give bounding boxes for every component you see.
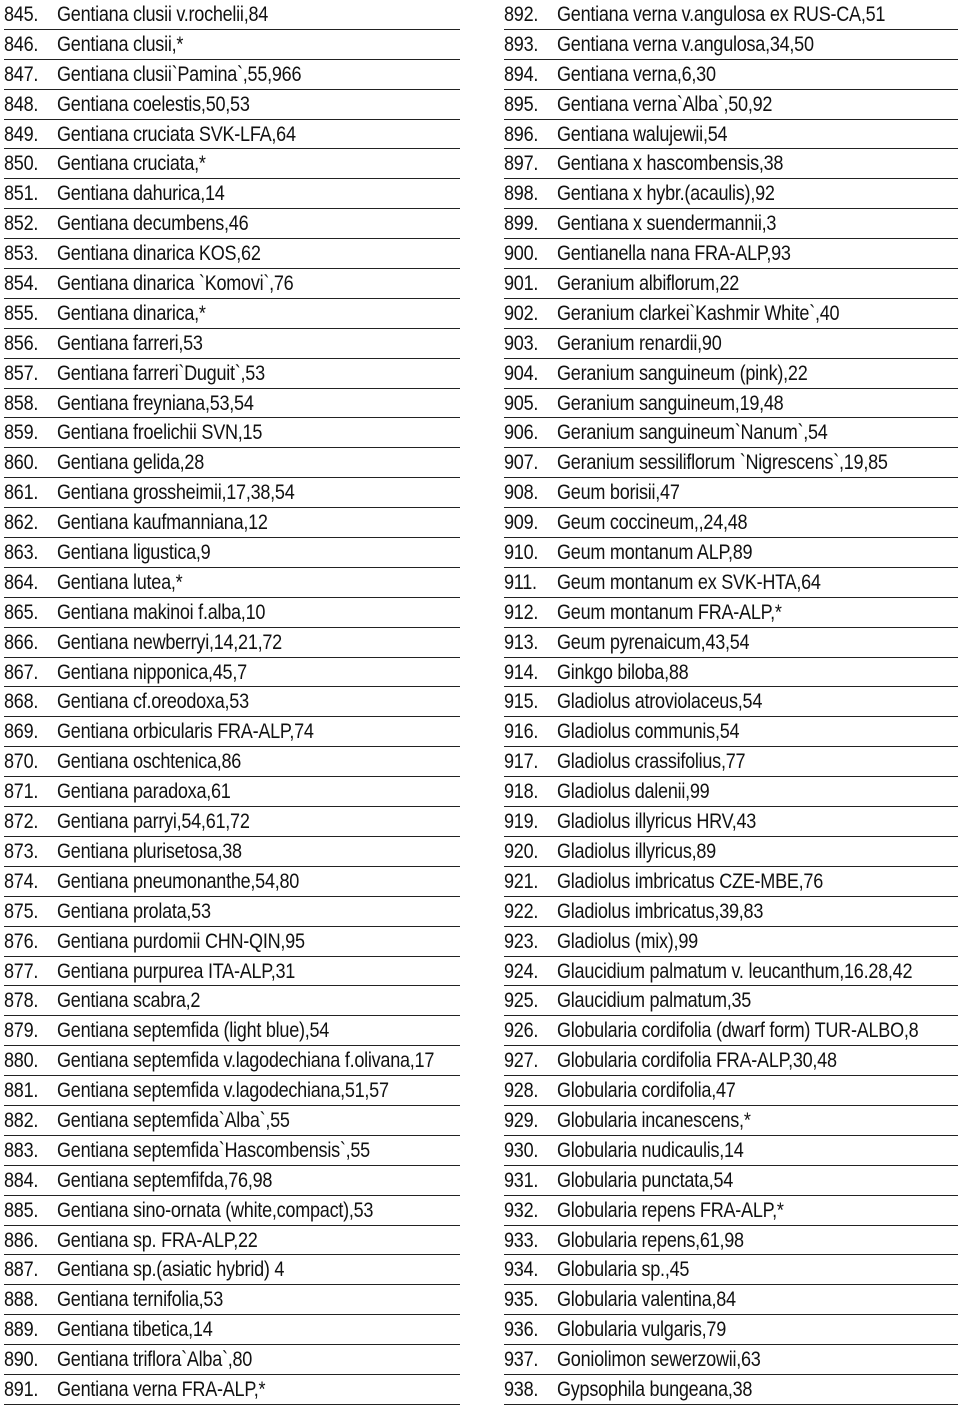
item-number: 884. (4, 1168, 39, 1192)
list-item (4, 0, 460, 30)
item-number: 903. (504, 331, 539, 355)
item-number: 862. (4, 511, 39, 535)
item-number: 853. (4, 242, 39, 266)
item-name: Ginkgo biloba,88 (557, 660, 689, 684)
item-number: 869. (4, 720, 39, 744)
item-number: 880. (4, 1049, 39, 1073)
item-number: 918. (504, 780, 539, 804)
item-name: Gentiana farreri,53 (57, 331, 203, 355)
item-number: 849. (4, 122, 39, 146)
item-number: 900. (504, 242, 539, 266)
item-name: Gentiana sino-ornata (white,compact),53 (57, 1198, 374, 1222)
list-item (504, 1255, 958, 1285)
list-item (504, 957, 958, 987)
list-item (504, 1375, 958, 1405)
list-item (4, 598, 460, 628)
item-number: 915. (504, 690, 539, 714)
item-name: Gentiana x suendermannii,3 (557, 212, 777, 236)
item-number: 886. (4, 1228, 39, 1252)
list-item (504, 239, 958, 269)
item-number: 922. (504, 899, 539, 923)
item-number: 935. (504, 1288, 539, 1312)
item-number: 864. (4, 570, 39, 594)
item-number: 877. (4, 959, 39, 983)
list-item (504, 329, 958, 359)
item-name: Geum montanum ex SVK-HTA,64 (557, 570, 821, 594)
item-name: Gentiana froelichii SVN,15 (57, 421, 263, 445)
item-name: Geum borisii,47 (557, 481, 680, 505)
item-name: Gentiana farreri`Duguit`,53 (57, 361, 265, 385)
item-name: Geranium sanguineum`Nanum`,54 (557, 421, 828, 445)
item-number: 882. (4, 1108, 39, 1132)
item-number: 899. (504, 212, 539, 236)
list-item (4, 90, 460, 120)
list-item (4, 30, 460, 60)
item-name: Gentiana ternifolia,53 (57, 1288, 224, 1312)
list-item (4, 299, 460, 329)
list-item (504, 1285, 958, 1315)
item-name: Gentiana dinarica `Komovi`,76 (57, 272, 294, 296)
list-item (504, 90, 958, 120)
item-name: Gentiana dinarica KOS,62 (57, 242, 261, 266)
item-number: 859. (4, 421, 39, 445)
item-number: 908. (504, 481, 539, 505)
item-name: Globularia punctata,54 (557, 1168, 734, 1192)
list-item (4, 1076, 460, 1106)
item-name: Gentiana verna v.angulosa ex RUS-CA,51 (557, 3, 886, 26)
item-name: Gentianella nana FRA-ALP,93 (557, 242, 791, 266)
item-number: 932. (504, 1198, 539, 1222)
list-item (504, 30, 958, 60)
list-item (4, 389, 460, 419)
list-item (4, 777, 460, 807)
list-item (504, 837, 958, 867)
item-number: 866. (4, 630, 39, 654)
item-name: Gentiana kaufmanniana,12 (57, 511, 268, 535)
item-name: Globularia cordifolia FRA-ALP,30,48 (557, 1049, 837, 1073)
list-item (504, 897, 958, 927)
item-name: Gladiolus crassifolius,77 (557, 750, 746, 774)
list-item (4, 359, 460, 389)
item-name: Globularia sp.,45 (557, 1258, 690, 1282)
list-item (504, 658, 958, 688)
item-name: Geum pyrenaicum,43,54 (557, 630, 750, 654)
list-item (4, 1345, 460, 1375)
list-item (504, 120, 958, 150)
list-item (504, 568, 958, 598)
item-name: Gentiana septemfida v.lagodechiana,51,57 (57, 1079, 389, 1103)
list-item (504, 986, 958, 1016)
item-number: 860. (4, 451, 39, 475)
item-name: Globularia cordifolia (dwarf form) TUR-ALBO,8 (557, 1019, 919, 1043)
item-name: Gentiana scabra,2 (57, 989, 201, 1013)
item-name: Gentiana verna v.angulosa,34,50 (557, 32, 814, 56)
item-number: 906. (504, 421, 539, 445)
list-item (4, 658, 460, 688)
item-number: 934. (504, 1258, 539, 1282)
item-name: Gentiana sp. FRA-ALP,22 (57, 1228, 258, 1252)
item-number: 868. (4, 690, 39, 714)
item-name: Gentiana verna`Alba`,50,92 (557, 92, 773, 116)
item-name: Geranium sanguineum (pink),22 (557, 361, 808, 385)
item-name: Gladiolus communis,54 (557, 720, 740, 744)
item-name: Gentiana septemfida v.lagodechiana f.olivana,17 (57, 1049, 435, 1073)
item-number: 848. (4, 92, 39, 116)
item-name: Globularia incanescens,* (557, 1108, 751, 1132)
item-name: Gentiana clusii v.rochelii,84 (57, 3, 269, 26)
list-item (4, 867, 460, 897)
list-item (4, 179, 460, 209)
item-number: 917. (504, 750, 539, 774)
item-number: 924. (504, 959, 539, 983)
list-item (4, 329, 460, 359)
item-number: 921. (504, 869, 539, 893)
list-item (4, 508, 460, 538)
item-name: Gentiana tibetica,14 (57, 1318, 213, 1342)
item-number: 894. (504, 62, 539, 86)
item-name: Gentiana newberryi,14,21,72 (57, 630, 282, 654)
item-number: 878. (4, 989, 39, 1013)
item-number: 912. (504, 600, 539, 624)
item-number: 867. (4, 660, 39, 684)
item-name: Gentiana lutea,* (57, 570, 183, 594)
item-number: 861. (4, 481, 39, 505)
item-number: 875. (4, 899, 39, 923)
list-item (4, 1016, 460, 1046)
item-name: Goniolimon sewerzowii,63 (557, 1348, 761, 1372)
list-item (504, 927, 958, 957)
item-number: 846. (4, 32, 39, 56)
item-name: Gentiana clusii,* (57, 32, 184, 56)
item-number: 881. (4, 1079, 39, 1103)
item-name: Gentiana cf.oreodoxa,53 (57, 690, 249, 714)
item-number: 907. (504, 451, 539, 475)
list-item (504, 1315, 958, 1345)
list-item (504, 209, 958, 239)
item-number: 916. (504, 720, 539, 744)
item-number: 914. (504, 660, 539, 684)
list-item (504, 1196, 958, 1226)
item-name: Gentiana cruciata SVK-LFA,64 (57, 122, 296, 146)
list-item (4, 448, 460, 478)
item-number: 855. (4, 301, 39, 325)
item-number: 889. (4, 1318, 39, 1342)
list-item (4, 957, 460, 987)
item-name: Glaucidium palmatum v. leucanthum,16.28,42 (557, 959, 913, 983)
list-item (504, 1046, 958, 1076)
item-number: 910. (504, 541, 539, 565)
item-number: 858. (4, 391, 39, 415)
list-item (4, 687, 460, 717)
list-item (504, 807, 958, 837)
item-name: Gentiana ligustica,9 (57, 541, 211, 565)
item-number: 901. (504, 272, 539, 296)
item-number: 874. (4, 869, 39, 893)
list-item (504, 747, 958, 777)
item-number: 926. (504, 1019, 539, 1043)
list-item (4, 538, 460, 568)
item-name: Gentiana verna FRA-ALP,* (57, 1377, 266, 1401)
item-name: Geranium sanguineum,19,48 (557, 391, 784, 415)
item-name: Gentiana verna,6,30 (557, 62, 716, 86)
item-number: 852. (4, 212, 39, 236)
item-name: Gentiana clusii`Pamina`,55,966 (57, 62, 302, 86)
item-number: 891. (4, 1377, 39, 1401)
item-name: Gentiana prolata,53 (57, 899, 211, 923)
item-number: 937. (504, 1348, 539, 1372)
list-item (504, 269, 958, 299)
list-item (4, 1166, 460, 1196)
list-item (4, 1315, 460, 1345)
item-name: Gentiana nipponica,45,7 (57, 660, 247, 684)
list-item (504, 777, 958, 807)
item-number: 863. (4, 541, 39, 565)
item-name: Gentiana purdomii CHN-QIN,95 (57, 929, 305, 953)
list-item (4, 269, 460, 299)
item-name: Gentiana dinarica,* (57, 301, 206, 325)
item-number: 911. (504, 570, 537, 594)
list-item (4, 628, 460, 658)
list-item (4, 1375, 460, 1405)
item-number: 895. (504, 92, 539, 116)
list-item (504, 448, 958, 478)
list-item (4, 239, 460, 269)
item-number: 905. (504, 391, 539, 415)
item-name: Gentiana triflora`Alba`,80 (57, 1348, 253, 1372)
list-item (4, 747, 460, 777)
list-item (504, 1106, 958, 1136)
item-number: 892. (504, 3, 539, 26)
item-number: 871. (4, 780, 39, 804)
list-item (504, 1136, 958, 1166)
item-name: Gentiana oschtenica,86 (57, 750, 242, 774)
item-name: Globularia nudicaulis,14 (557, 1138, 744, 1162)
list-item (504, 418, 958, 448)
item-number: 928. (504, 1079, 539, 1103)
item-name: Globularia vulgaris,79 (557, 1318, 727, 1342)
list-item (4, 418, 460, 448)
list-item (504, 1076, 958, 1106)
item-number: 870. (4, 750, 39, 774)
item-number: 904. (504, 361, 539, 385)
list-item (4, 837, 460, 867)
list-item (504, 60, 958, 90)
item-name: Gypsophila bungeana,38 (557, 1377, 753, 1401)
item-number: 890. (4, 1348, 39, 1372)
item-number: 936. (504, 1318, 539, 1342)
item-number: 854. (4, 272, 39, 296)
item-number: 913. (504, 630, 539, 654)
item-name: Globularia repens,61,98 (557, 1228, 744, 1252)
item-number: 925. (504, 989, 539, 1013)
item-name: Gentiana septemfida`Alba`,55 (57, 1108, 290, 1132)
item-name: Gentiana x hascombensis,38 (557, 152, 784, 176)
item-number: 847. (4, 62, 39, 86)
item-number: 887. (4, 1258, 39, 1282)
item-name: Glaucidium palmatum,35 (557, 989, 752, 1013)
list-item (504, 149, 958, 179)
list-item (504, 598, 958, 628)
list-item (4, 568, 460, 598)
item-number: 888. (4, 1288, 39, 1312)
list-item (4, 120, 460, 150)
item-name: Gladiolus imbricatus CZE-MBE,76 (557, 869, 824, 893)
item-name: Gentiana purpurea ITA-ALP,31 (57, 959, 296, 983)
list-item (4, 1285, 460, 1315)
list-item (504, 478, 958, 508)
item-number: 923. (504, 929, 539, 953)
item-name: Geranium clarkei`Kashmir White`,40 (557, 301, 840, 325)
item-name: Gentiana septemfida (light blue),54 (57, 1019, 330, 1043)
item-name: Gentiana freyniana,53,54 (57, 391, 254, 415)
list-item (4, 478, 460, 508)
item-name: Gladiolus illyricus HRV,43 (557, 810, 757, 834)
list-item (4, 986, 460, 1016)
list-item (4, 807, 460, 837)
list-item (504, 1345, 958, 1375)
item-name: Gladiolus atroviolaceus,54 (557, 690, 763, 714)
item-number: 865. (4, 600, 39, 624)
item-name: Gentiana decumbens,46 (57, 212, 249, 236)
list-item (504, 1166, 958, 1196)
list-item (4, 149, 460, 179)
list-item (504, 628, 958, 658)
item-number: 938. (504, 1377, 539, 1401)
item-number: 929. (504, 1108, 539, 1132)
list-item (504, 717, 958, 747)
list-item (504, 538, 958, 568)
item-name: Gentiana dahurica,14 (57, 182, 225, 206)
item-name: Gentiana orbicularis FRA-ALP,74 (57, 720, 314, 744)
list-item (4, 1106, 460, 1136)
item-number: 873. (4, 839, 39, 863)
item-name: Geranium renardii,90 (557, 331, 722, 355)
item-number: 845. (4, 3, 39, 26)
item-number: 897. (504, 152, 539, 176)
item-name: Gladiolus (mix),99 (557, 929, 698, 953)
item-number: 876. (4, 929, 39, 953)
item-name: Globularia valentina,84 (557, 1288, 736, 1312)
item-number: 902. (504, 301, 539, 325)
item-number: 850. (4, 152, 39, 176)
item-name: Gentiana cruciata,* (57, 152, 206, 176)
list-item (4, 927, 460, 957)
item-name: Geum montanum FRA-ALP,* (557, 600, 782, 624)
item-name: Gladiolus imbricatus,39,83 (557, 899, 764, 923)
item-number: 893. (504, 32, 539, 56)
list-item (504, 179, 958, 209)
list-item (504, 299, 958, 329)
list-item (504, 0, 958, 30)
item-number: 896. (504, 122, 539, 146)
right-column (504, 0, 958, 1405)
item-name: Gentiana walujewii,54 (557, 122, 728, 146)
list-item (504, 359, 958, 389)
list-item (4, 1196, 460, 1226)
item-name: Gladiolus dalenii,99 (557, 780, 710, 804)
item-number: 931. (504, 1168, 539, 1192)
item-name: Geum montanum ALP,89 (557, 541, 753, 565)
item-number: 872. (4, 810, 39, 834)
item-name: Geum coccineum,,24,48 (557, 511, 748, 535)
list-item (4, 60, 460, 90)
item-name: Gentiana septemfifda,76,98 (57, 1168, 273, 1192)
list-item (504, 389, 958, 419)
item-number: 930. (504, 1138, 539, 1162)
item-number: 857. (4, 361, 39, 385)
item-name: Gentiana parryi,54,61,72 (57, 810, 250, 834)
list-item (504, 1226, 958, 1256)
item-number: 898. (504, 182, 539, 206)
item-name: Gentiana sp.(asiatic hybrid) 4 (57, 1258, 285, 1282)
item-name: Gentiana pneumonanthe,54,80 (57, 869, 300, 893)
item-number: 909. (504, 511, 539, 535)
list-item (504, 867, 958, 897)
item-number: 933. (504, 1228, 539, 1252)
left-column (4, 0, 460, 1405)
item-number: 927. (504, 1049, 539, 1073)
item-name: Gentiana septemfida`Hascombensis`,55 (57, 1138, 370, 1162)
item-name: Geranium albiflorum,22 (557, 272, 740, 296)
item-name: Globularia cordifolia,47 (557, 1079, 736, 1103)
list-item (4, 209, 460, 239)
item-name: Gentiana gelida,28 (57, 451, 204, 475)
item-name: Geranium sessiliflorum `Nigrescens`,19,85 (557, 451, 888, 475)
list-item (504, 1016, 958, 1046)
list-item (504, 508, 958, 538)
list-item (504, 687, 958, 717)
item-number: 879. (4, 1019, 39, 1043)
item-name: Gentiana makinoi f.alba,10 (57, 600, 266, 624)
list-item (4, 1046, 460, 1076)
item-name: Gentiana x hybr.(acaulis),92 (557, 182, 775, 206)
item-number: 920. (504, 839, 539, 863)
item-name: Globularia repens FRA-ALP,* (557, 1198, 784, 1222)
list-item (4, 717, 460, 747)
item-number: 883. (4, 1138, 39, 1162)
list-item (4, 1136, 460, 1166)
item-number: 885. (4, 1198, 39, 1222)
item-name: Gentiana paradoxa,61 (57, 780, 231, 804)
item-number: 851. (4, 182, 39, 206)
item-name: Gladiolus illyricus,89 (557, 839, 716, 863)
list-item (4, 1255, 460, 1285)
list-item (4, 897, 460, 927)
list-item (4, 1226, 460, 1256)
item-name: Gentiana coelestis,50,53 (57, 92, 250, 116)
item-number: 856. (4, 331, 39, 355)
item-number: 919. (504, 810, 539, 834)
item-name: Gentiana grossheimii,17,38,54 (57, 481, 295, 505)
item-name: Gentiana plurisetosa,38 (57, 839, 242, 863)
